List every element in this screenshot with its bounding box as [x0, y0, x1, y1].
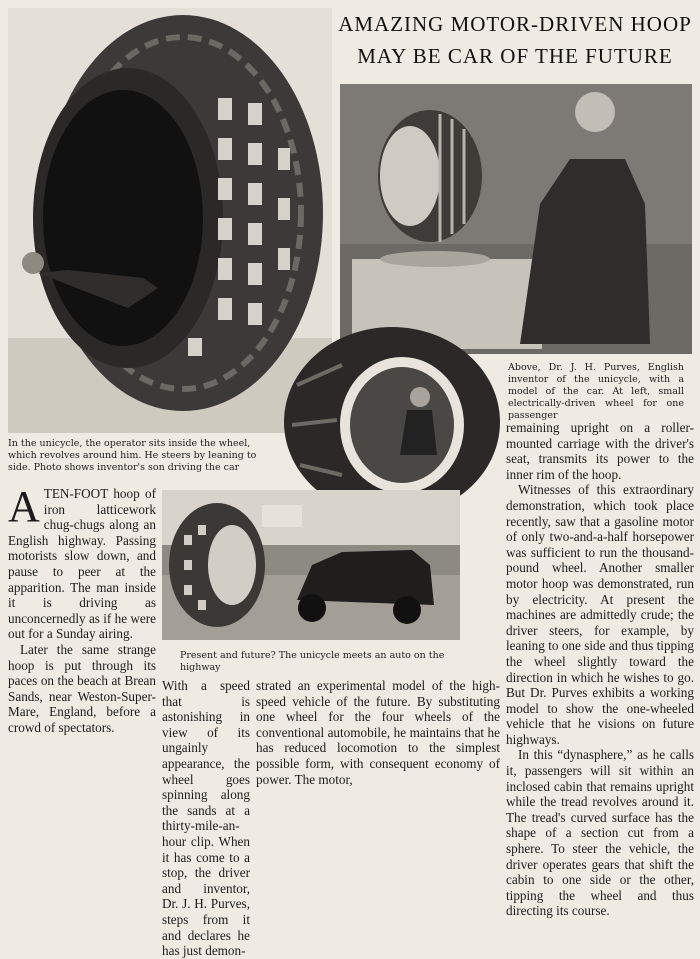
article-col4-p3: In this “dynasphere,” as he calls it, passengers will sit within an inclosed cabin that remains upright while the tread revolves around it. The tread's curved surface has the shape of a section cut from a sphere. To steer the vehicle, the driver operates gears that shift the cabin to one side or the other, tipping the wheel and thus directing its course.: [506, 747, 694, 919]
inventor-photo: [340, 84, 692, 354]
highway-photo: [162, 490, 460, 640]
article-col4-p2: Witnesses of this extraordinary demonstration, which took place recently, saw that a gasoline motor of only two-and-a-half horsepower was sufficient to run the thousand-pound wheel. Another smaller motor hoop was demonstrated, run by electricity. At present the machines are admittedly crude; the driver steers, for example, by leaning to one side and thus tipping the wheel slightly toward the direction in which he wishes to go. But Dr. Purves exhibits a working model to show the one-wheeled vehicle that he visions on future highways.: [506, 482, 694, 747]
left-photo-caption: [8, 438, 276, 474]
article-paragraph-1: TEN-FOOT hoop of iron latticework chug-chugs along an English highway. Passing motorists slow down, and pause to peer at the apparition. The man inside it is driving as unconcernedly as if he were out for a Sunday airing.: [8, 486, 156, 642]
article-col3-text: strated an experimental model of the high-speed vehicle of the future. By substituting one wheel for the four wheels of the conventional automobile, he maintains that he has reduced locomotion to the simplest possible form, with consequent economy of power. The motor,: [256, 678, 500, 787]
headline: [335, 8, 695, 72]
right-photo-caption-text: Above, Dr. J. H. Purves, English inventor of the unicycle, with a model of the car. At left, small electrically-driven wheel for one passenger: [508, 362, 684, 421]
article-column-4: [506, 420, 694, 919]
article-paragraph-2: Later the same strange hoop is put through its paces on the beach at Brean Sands, near Weston-Super-Mare, England, before a crowd of spectators.: [8, 641, 156, 735]
headline-line-1: AMAZING MOTOR-DRIVEN HOOP: [338, 12, 692, 36]
highway-illustration: [162, 490, 460, 640]
headline-line-2: MAY BE CAR OF THE FUTURE: [357, 44, 673, 68]
left-photo-caption-text: In the unicycle, the operator sits inside the wheel, which revolves around him. He steers by leaning to side. Photo shows inventor's son driving the car: [8, 438, 257, 473]
drop-cap: A: [8, 482, 40, 531]
bottom-photo-caption-text: Present and future? The unicycle meets an auto on the highway: [180, 650, 445, 673]
right-photo-caption: [508, 362, 684, 422]
article-column-1: [8, 482, 156, 736]
article-column-2: [162, 678, 250, 959]
article-col4-p1: remaining upright on a roller-mounted carriage with the driver's seat, transmits its power to the inner rim of the hoop.: [506, 420, 694, 482]
inventor-illustration: [340, 84, 692, 354]
article-column-3: [256, 678, 500, 787]
bottom-photo-caption: [180, 650, 470, 674]
article-col2-text: With a speed that is astonishing in view of its ungainly appearance, the wheel goes spinning along the sands at a thirty-mile-an-hour clip. When it has come to a stop, the driver and inventor, Dr. J. H. Purves, steps from it and declares he has just demon-: [162, 678, 250, 959]
